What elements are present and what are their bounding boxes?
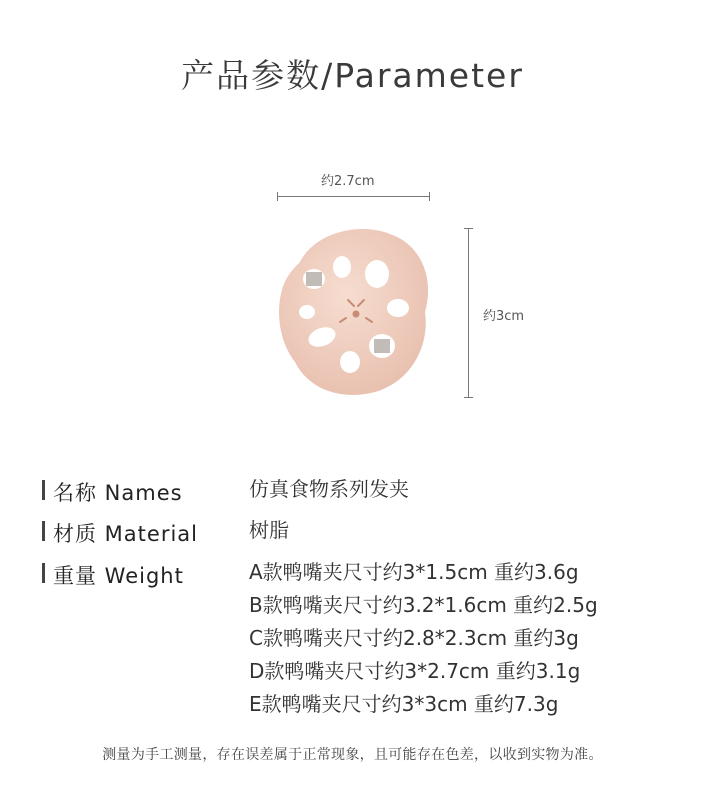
row-marker [42,480,45,500]
row-marker [42,521,45,541]
lotus-root-icon [270,222,440,402]
param-value: 树脂 [249,518,289,542]
param-value: 仿真食物系列发夹 [249,477,409,501]
weight-value-b: B款鸭嘴夹尺寸约3.2*1.6cm 重约2.5g [249,593,598,617]
weight-value-a: A款鸭嘴夹尺寸约3*1.5cm 重约3.6g [249,560,579,584]
lotus-root-hair-clip-image [270,222,440,402]
weight-value-d: D款鸭嘴夹尺寸约3*2.7cm 重约3.1g [249,659,581,683]
weight-value-c: C款鸭嘴夹尺寸约2.8*2.3cm 重约3g [249,626,579,650]
weight-value-e: E款鸭嘴夹尺寸约3*3cm 重约7.3g [249,692,559,716]
width-dimension-line [277,196,430,197]
height-dimension-line [468,228,469,398]
param-label: 重量 Weight [53,564,184,588]
width-label: 约2.7cm [321,174,375,189]
footer-note: 测量为手工测量，存在误差属于正常现象，且可能存在色差，以收到实物为准。 [102,747,603,763]
param-row-material [42,518,289,548]
page-title: 产品参数/Parameter [181,56,524,95]
param-row-weight [42,560,598,721]
row-marker [42,563,45,583]
param-label: 名称 Names [53,481,183,505]
param-row-names [42,477,409,507]
height-label: 约3cm [483,309,525,324]
param-label: 材质 Material [53,522,198,546]
